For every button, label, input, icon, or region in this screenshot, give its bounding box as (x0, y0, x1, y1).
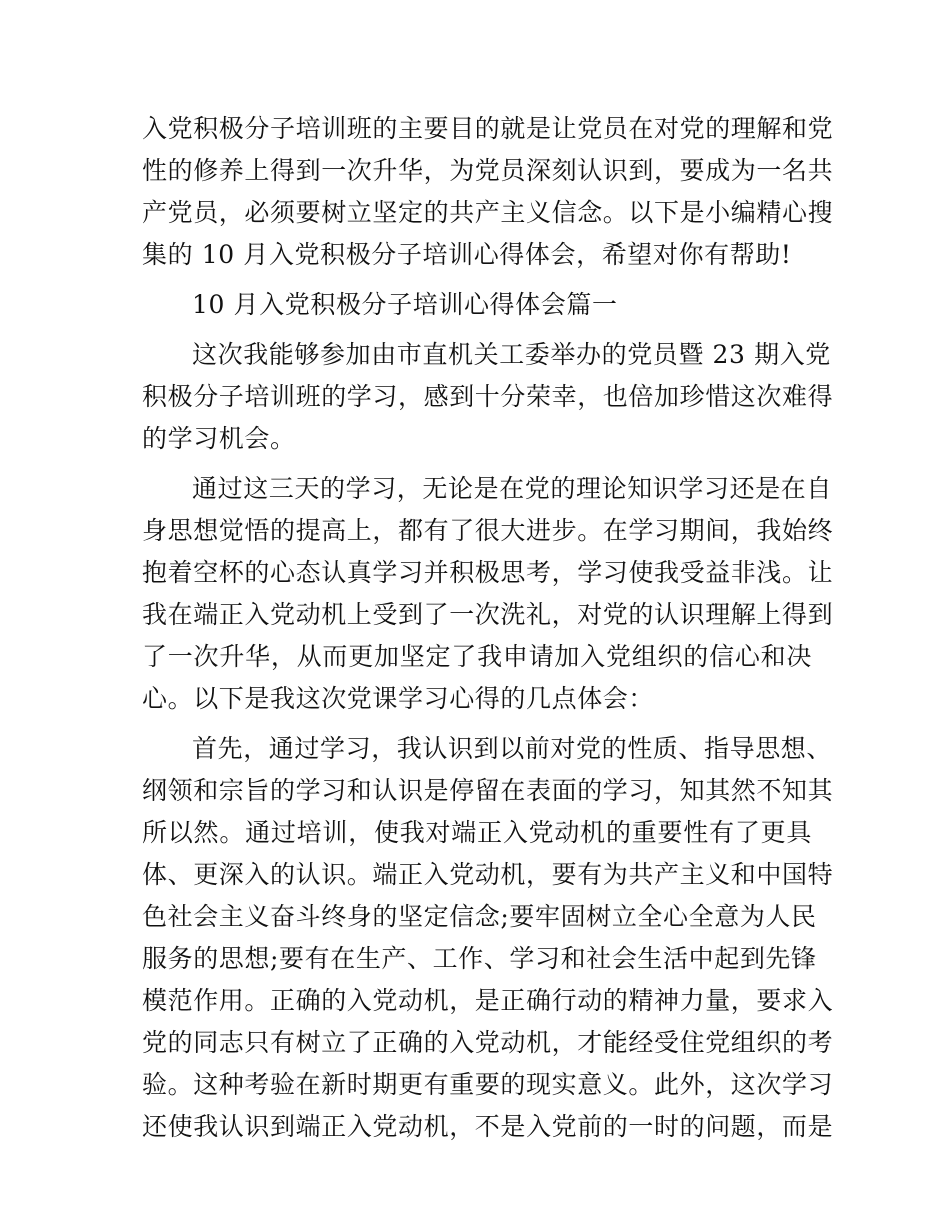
text-line: 心。以下是我这次党课学习心得的几点体会： (142, 684, 655, 713)
text-line: 党的同志只有树立了正确的入党动机，才能经受住党组织的考 (142, 1028, 834, 1057)
body-paragraph-1 (142, 334, 834, 460)
text-line: 还使我认识到端正入党动机，不是入党前的一时的问题，而是 (142, 1112, 834, 1141)
text-line: 集的 10 月入党积极分子培训心得体会，希望对你有帮助! (142, 240, 792, 269)
text-line: 纲领和宗旨的学习和认识是停留在表面的学习，知其然不知其 (142, 776, 834, 805)
text-line: 了一次升华，从而更加坚定了我申请加入党组织的信心和决 (142, 642, 812, 671)
text-line: 抱着空杯的心态认真学习并积极思考，学习使我受益非浅。让 (142, 558, 834, 587)
text-line: 身思想觉悟的提高上，都有了很大进步。在学习期间，我始终 (142, 516, 834, 545)
text-line: 验。这种考验在新时期更有重要的现实意义。此外，这次学习 (142, 1070, 834, 1099)
text-line: 产党员，必须要树立坚定的共产主义信念。以下是小编精心搜 (142, 198, 834, 227)
text-line: 服务的思想;要有在生产、工作、学习和社会生活中起到先锋 (142, 944, 817, 973)
text-line: 我在端正入党动机上受到了一次洗礼，对党的认识理解上得到 (142, 600, 834, 629)
document-page (142, 108, 834, 1148)
text-line: 首先，通过学习，我认识到以前对党的性质、指导思想、 (192, 734, 833, 763)
intro-paragraph (142, 108, 834, 276)
text-line: 体、更深入的认识。端正入党动机，要有为共产主义和中国特 (142, 860, 834, 889)
text-line: 所以然。通过培训，使我对端正入党动机的重要性有了更具 (142, 818, 812, 847)
text-line: 这次我能够参加由市直机关工委举办的党员暨 23 期入党 (192, 340, 831, 369)
text-line: 积极分子培训班的学习，感到十分荣幸，也倍加珍惜这次难得 (142, 382, 834, 411)
text-line: 通过这三天的学习，无论是在党的理论知识学习还是在自 (192, 474, 833, 503)
section-heading (142, 284, 812, 326)
text-line: 的学习机会。 (142, 424, 296, 453)
text-line: 入党积极分子培训班的主要目的就是让党员在对党的理解和党 (142, 114, 834, 143)
text-line: 性的修养上得到一次升华，为党员深刻认识到，要成为一名共 (142, 156, 834, 185)
body-paragraph-3 (142, 728, 834, 1148)
heading-line: 10 月入党积极分子培训心得体会篇一 (192, 290, 618, 319)
text-line: 模范作用。正确的入党动机，是正确行动的精神力量，要求入 (142, 986, 834, 1015)
body-paragraph-2 (142, 468, 834, 720)
text-line: 色社会主义奋斗终身的坚定信念;要牢固树立全心全意为人民 (142, 902, 817, 931)
